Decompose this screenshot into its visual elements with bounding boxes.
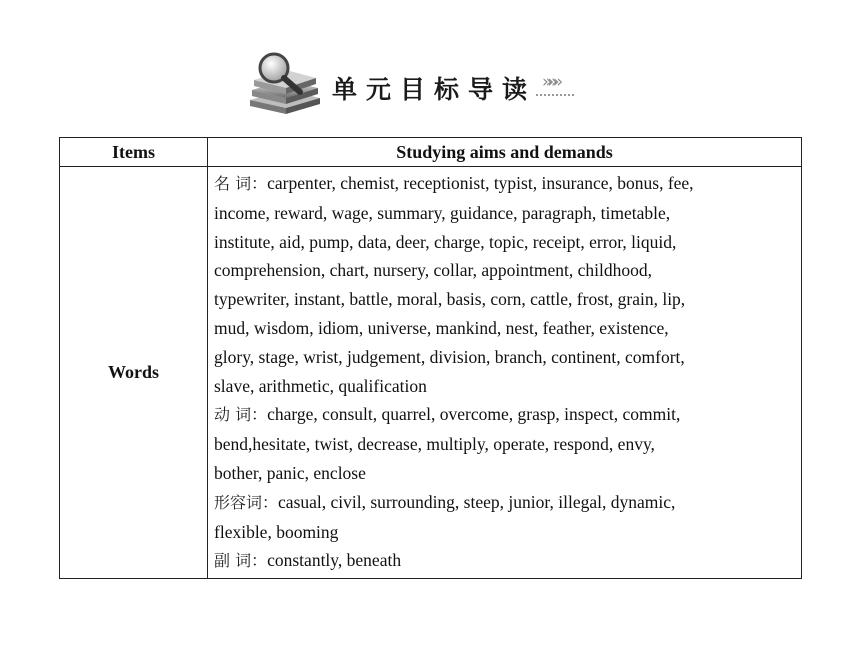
section-title: 单元目标导读 <box>332 75 537 104</box>
word-line: constantly, beneath <box>267 550 402 571</box>
aims-table <box>59 137 802 579</box>
word-line: charge, consult, quarrel, overcome, grasp, inspect, commit, <box>267 404 681 425</box>
dotted-divider <box>536 94 574 98</box>
table-header-row <box>60 138 802 167</box>
word-line: carpenter, chemist, receptionist, typist, insurance, bonus, fee, <box>267 173 694 193</box>
word-line: mud, wisdom, idiom, universe, mankind, nest, feather, existence, <box>214 317 669 338</box>
pos-separator: ： <box>251 551 268 571</box>
word-line: bend,hesitate, twist, decrease, multiply, operate, respond, envy, <box>214 434 655 455</box>
table-row <box>60 167 802 579</box>
section-banner <box>246 50 586 120</box>
pos-separator: ： <box>262 492 279 512</box>
item-words: Words <box>60 167 208 579</box>
header-aims: Studying aims and demands <box>208 138 802 167</box>
word-line: bother, panic, enclose <box>214 462 366 483</box>
word-line: comprehension, chart, nursery, collar, appointment, childhood, <box>214 260 652 281</box>
word-line: income, reward, wage, summary, guidance, paragraph, timetable, <box>214 202 671 223</box>
word-line: typewriter, instant, battle, moral, basis, corn, cattle, frost, grain, lip, <box>214 289 686 310</box>
pos-label-verb: 动 词 <box>214 405 252 425</box>
word-line: slave, arithmetic, qualification <box>214 375 427 396</box>
pos-label-noun: 名 词 <box>214 174 252 193</box>
pos-separator: ： <box>251 174 268 193</box>
word-line: flexible, booming <box>214 521 339 542</box>
vocabulary-cell <box>208 167 802 579</box>
word-line: glory, stage, wrist, judgement, division, branch, continent, comfort, <box>214 346 685 367</box>
word-line: institute, aid, pump, data, deer, charge, topic, receipt, error, liquid, <box>214 231 677 252</box>
adverb-line-1 <box>214 546 795 576</box>
pos-separator: ： <box>251 405 268 425</box>
noun-line-1 <box>214 169 795 199</box>
pos-label-adverb: 副 词 <box>214 551 252 571</box>
chevron-right-icon: »»» <box>542 72 559 92</box>
stacked-books-magnifier-icon <box>246 50 328 116</box>
word-line: casual, civil, surrounding, steep, junior, illegal, dynamic, <box>278 491 676 512</box>
header-items: Items <box>60 138 208 167</box>
adjective-line-1 <box>214 488 795 518</box>
verb-line-1 <box>214 400 795 430</box>
pos-label-adjective: 形容词 <box>214 492 263 512</box>
